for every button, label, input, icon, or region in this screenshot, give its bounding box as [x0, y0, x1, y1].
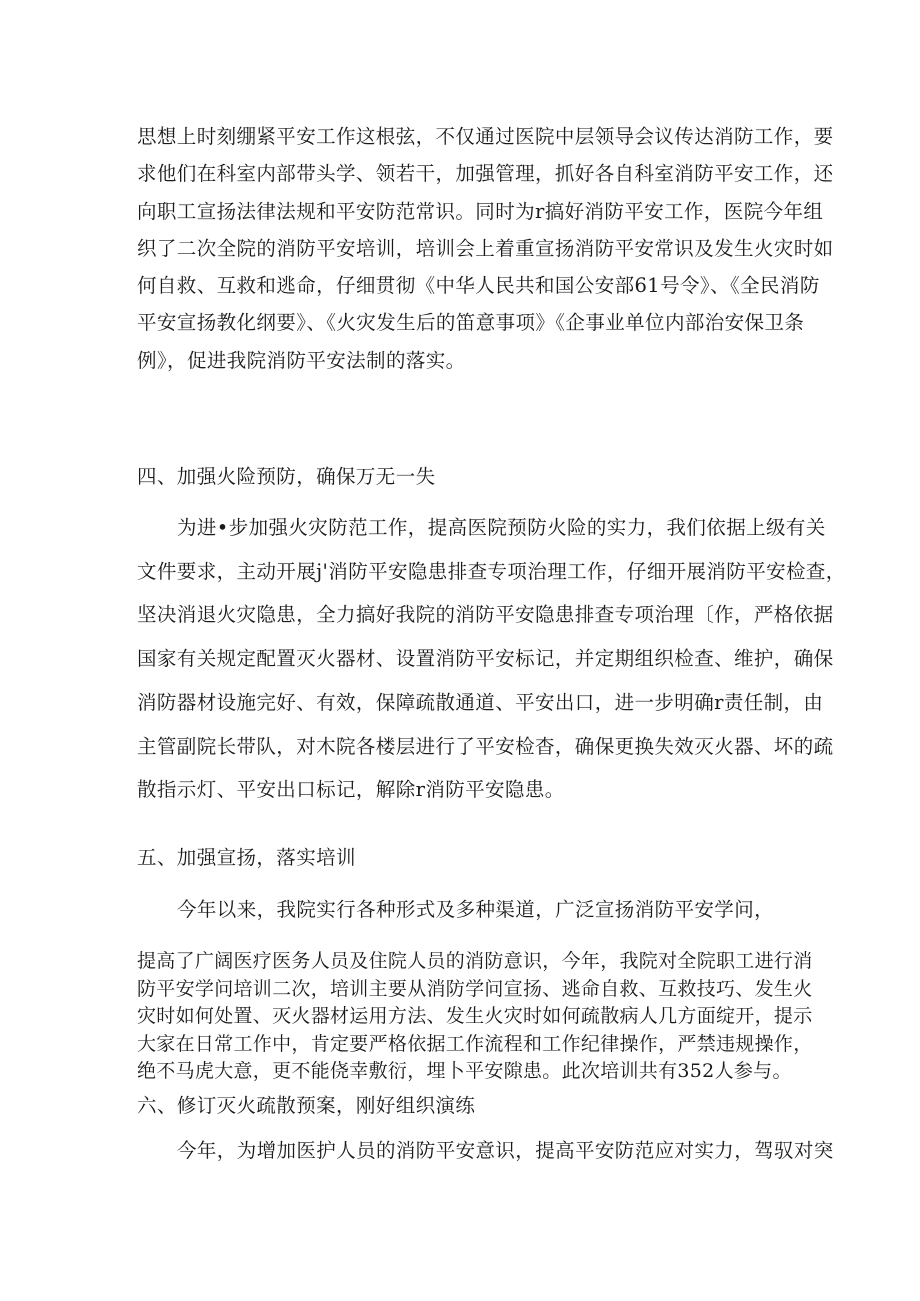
- text-line: 大家在日常工作中，肯定要严格依据工作流程和工作纪律操作，严禁违规操作，: [137, 1032, 813, 1055]
- section-heading-5: [137, 843, 787, 873]
- text-line: 文件要求，主动开展j'消防平安隐患排查专项治理工作，仔细开展消防平安检查，: [137, 559, 846, 583]
- text-line: 为进•步加强火灾防范工作，提高医院预防火险的实力，我们依据上级有关: [177, 516, 826, 539]
- section-heading-6: [137, 1091, 787, 1121]
- text-line: 何自救、互救和逃命，仔细贯彻《中华人民共和国公安部61号令》、《全民消防: [137, 274, 820, 298]
- text-line: 灾时如何处置、灭火器材运用方法、发生火灾时如何疏散病人几方面绽开，提示: [137, 1005, 813, 1027]
- paragraph-safety-awareness: [137, 118, 834, 379]
- text-line: 提高了广阔医疗医务人员及住院人员的消防意识，今年，我院对全院职工进行消: [137, 950, 813, 972]
- text-line: 消防器材设施完好、有效，保障疏散通道、平安出口，进一步明确r责任制，由: [137, 690, 824, 714]
- text-line: 平安宣扬教化纲要》、《火灾发生后的笛意事项》《企事业单位内部治安保卫条: [137, 311, 805, 335]
- text-line: 向职工宣扬法律法规和平安防范常识。同时为r搞好消防平安工作，医院今年组: [137, 199, 824, 223]
- text-line: 思想上时刻绷紧平安工作这根弦，不仅通过医院中层领导会议传达消防工作，要: [137, 125, 834, 148]
- text-line: 绝不马虎大意，更不能侥幸敷衍，埋卜平安隙患。此次培训共有352人参与。: [137, 1060, 792, 1082]
- heading-text: 五、加强宣扬，落实培训: [137, 846, 356, 869]
- paragraph-training-details: [137, 948, 813, 1086]
- text-line: 国家有关规定配置灭火器材、设置消防平安标记，并定期组织检查、维护，确保: [137, 647, 834, 671]
- text-line: 坚决消退火灾隐患，全力搞好我院的消防平安隐患排查专项治理〔作，严格依据: [137, 603, 834, 627]
- text-line: 今年，为增加医护人员的消防平安意识，提高平安防范应对实力，驾驭对突: [177, 1139, 834, 1162]
- text-line: 散指示灯、平安出口标记，解除r消防平安隐患。: [137, 778, 565, 802]
- paragraph-evacuation-plan: [137, 1134, 834, 1168]
- text-line: 织了二次全院的消防平安培训，培训会上着重宣扬消防平安常识及发生火灾时如: [137, 236, 834, 260]
- paragraph-fire-prevention: [137, 506, 846, 812]
- text-line: 例》，促进我院消防平安法制的落实。: [137, 348, 466, 372]
- text-line: 今年以来，我院实行各种形式及多种渠道，广泛宣扬消防平安学问，: [177, 898, 775, 921]
- text-line: 防平安学问培训二次，培训主要从消防学问宣扬、逃命自救、互救技巧、发生火: [137, 977, 813, 1000]
- paragraph-training-intro: [137, 893, 787, 927]
- section-heading-4: [137, 462, 787, 492]
- text-line: 求他们在科室内部带头学、领若干，加强管理，抓好各自科室消防平安工作，还: [137, 162, 834, 186]
- heading-text: 六、修订灭火疏散预案，刚好组织演练: [137, 1094, 476, 1117]
- heading-text: 四、加强火险预防，确保万无一失: [137, 465, 436, 488]
- text-line: 主管副院长带队，对木院各楼层进行了平安检杳，确保更换失效灭火器、坏的疏: [137, 734, 834, 758]
